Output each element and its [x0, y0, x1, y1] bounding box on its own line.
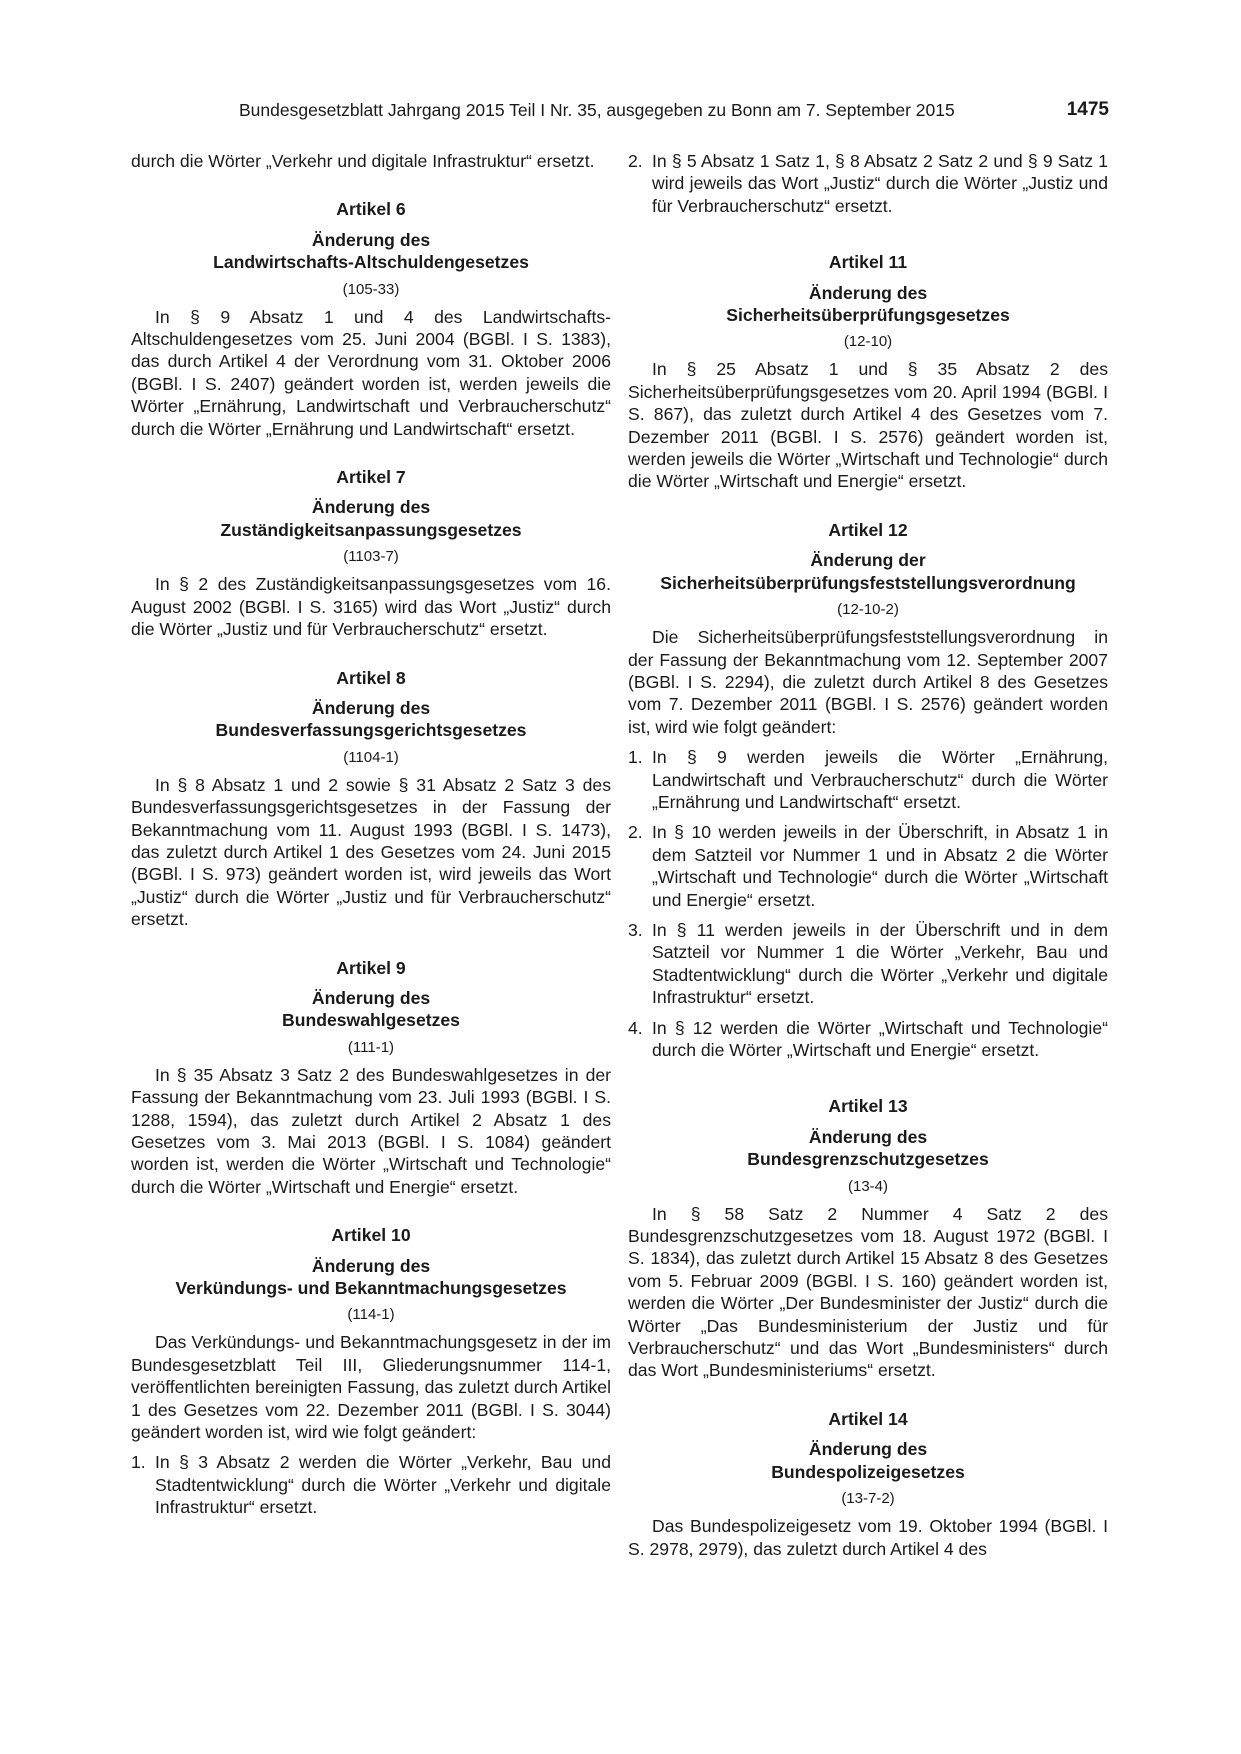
- list-item-text: In § 5 Absatz 1 Satz 1, § 8 Absatz 2 Satz 2 und § 9 Satz 1 wird jeweils das Wort „Justiz“ durch die Wörter „Justiz und für Verbraucherschutz“ ersetzt.: [652, 151, 1108, 216]
- article-number: Artikel 13: [828, 1096, 908, 1117]
- right-column: [628, 150, 1108, 1560]
- article-11-text: In § 25 Absatz 1 und § 35 Absatz 2 des Sicherheitsüberprüfungsgesetzes vom 20. April 1994 (BGBl. I S. 867), das zuletzt durch Artikel 4 des Gesetzes vom 7. Dezember 2011 (BGBl. I S. 2576) geändert worden ist, werden jeweils die Wörter „Wirtschaft und Technologie“ durch die Wörter „Wirtschaft und Energie“ ersetzt.: [628, 359, 1108, 492]
- article-title-line-2: Bundesgrenzschutzgesetzes: [747, 1149, 989, 1170]
- article-fna: (13-7-2): [841, 1490, 895, 1508]
- article-title-line-2: Sicherheitsüberprüfungsgesetzes: [726, 305, 1010, 326]
- article-10-heading: [131, 1224, 611, 1325]
- article-title-line-1: Änderung des: [311, 987, 431, 1008]
- article-6-heading: [131, 198, 611, 299]
- article-title-line-1: Änderung des: [808, 282, 928, 303]
- article-8-heading: [131, 667, 611, 768]
- article-14-heading: [628, 1408, 1108, 1509]
- article-title-line-2: Bundeswahlgesetzes: [282, 1010, 460, 1031]
- article-7-text: In § 2 des Zuständigkeitsanpassungsgesetzes vom 16. August 2002 (BGBl. I S. 3165) wird das Wort „Justiz“ durch die Wörter „Justiz und für Verbraucherschutz“ ersetzt.: [131, 574, 611, 640]
- article-number: Artikel 11: [828, 252, 908, 273]
- list-item-text: In § 3 Absatz 2 werden die Wörter „Verkehr, Bau und Stadtentwicklung“ durch die Wörter „Verkehr und digitale Infrastruktur“ ersetzt.: [155, 1452, 611, 1518]
- article-title-line-1: Änderung des: [808, 1126, 928, 1147]
- continuation-text: durch die Wörter „Verkehr und digitale Infrastruktur“ ersetzt.: [131, 151, 595, 171]
- article-title-line-2: Sicherheitsüberprüfungsfeststellungsverordnung: [660, 572, 1076, 593]
- article-fna: (105-33): [342, 280, 400, 298]
- page-number: 1475: [1066, 99, 1109, 120]
- article-number: Artikel 12: [828, 519, 908, 540]
- article-14-text: Das Bundespolizeigesetz vom 19. Oktober 1994 (BGBl. I S. 2978, 2979), das zuletzt durch Artikel 4 des: [628, 1516, 1108, 1559]
- article-title-line-1: Änderung des: [311, 229, 431, 250]
- article-fna: (1103-7): [343, 548, 399, 566]
- article-title-line-1: Änderung des: [311, 697, 431, 718]
- article-fna: (12-10-2): [837, 601, 899, 619]
- article-fna: (12-10): [843, 333, 893, 351]
- article-number: Artikel 6: [336, 199, 406, 220]
- list-item-number: 2.: [628, 151, 643, 171]
- list-item-number: 2.: [628, 822, 643, 843]
- article-6-text: In § 9 Absatz 1 und 4 des Landwirtschafts-Altschuldengesetzes vom 25. Juni 2004 (BGBl. I S. 1383), das durch Artikel 4 der Verordnung vom 31. Oktober 2006 (BGBl. I S. 2407) geändert worden ist, werden jeweils die Wörter „Ernährung, Landwirtschaft und Verbraucherschutz“ durch die Wörter „Ernährung und Landwirtschaft“ ersetzt.: [131, 306, 611, 439]
- list-item: [628, 150, 1108, 217]
- list-item: [628, 919, 1108, 1009]
- article-number: Artikel 14: [828, 1408, 908, 1429]
- list-item: [131, 1451, 611, 1518]
- article-title-line-2: Bundespolizeigesetzes: [771, 1461, 965, 1482]
- list-item-text: In § 12 werden die Wörter „Wirtschaft und Technologie“ durch die Wörter „Wirtschaft und Energie“ ersetzt.: [652, 1017, 1108, 1060]
- article-13-heading: [628, 1095, 1108, 1196]
- article-title-line-1: Änderung der: [810, 550, 926, 571]
- article-12-heading: [628, 519, 1108, 620]
- article-title-line-2: Bundesverfassungsgerichtsgesetzes: [215, 720, 527, 741]
- article-number: Artikel 9: [336, 957, 406, 978]
- article-title-line-2: Landwirtschafts-Altschuldengesetzes: [213, 252, 529, 273]
- article-7-heading: [131, 466, 611, 567]
- article-title-line-1: Änderung des: [311, 497, 431, 518]
- article-10-text: Das Verkündungs- und Bekanntmachungsgesetz in der im Bundesgesetzblatt Teil III, Gliederungsnummer 114-1, veröffentlichten bereinigten Fassung, das zuletzt durch Artikel 1 des Gesetzes vom 22. Dezember 2011 (BGBl. I S. 3044) geändert worden ist, wird wie folgt geändert:: [131, 1332, 611, 1443]
- article-title-line-1: Änderung des: [311, 1255, 431, 1276]
- list-item-number: 1.: [131, 1452, 146, 1473]
- article-8-text: In § 8 Absatz 1 und 2 sowie § 31 Absatz 2 Satz 3 des Bundesverfassungsgerichtsgesetzes in der Fassung der Bekanntmachung vom 11. August 1993 (BGBl. I S. 1473), das zuletzt durch Artikel 1 des Gesetzes vom 24. Juni 2015 (BGBl. I S. 973) geändert worden ist, wird jeweils das Wort „Justiz“ durch die Wörter „Justiz und für Verbraucherschutz“ ersetzt.: [131, 774, 611, 930]
- article-fna: (13-4): [847, 1177, 888, 1195]
- left-column: [131, 150, 611, 1527]
- list-item-text: In § 10 werden jeweils in der Überschrift, in Absatz 1 in dem Satzteil vor Nummer 1 und in Absatz 2 die Wörter „Wirtschaft und Technologie“ durch die Wörter „Wirtschaft und Energie“ ersetzt.: [652, 822, 1108, 910]
- article-number: Artikel 8: [336, 667, 406, 688]
- list-item-text: In § 11 werden jeweils in der Überschrift und in dem Satzteil vor Nummer 1 die Wörter „Verkehr, Bau und Stadtentwicklung“ durch die Wörter „Verkehr und digitale Infrastruktur“ ersetzt.: [652, 919, 1108, 1008]
- article-title-line-2: Verkündungs- und Bekanntmachungsgesetzes: [175, 1278, 567, 1299]
- article-number: Artikel 7: [336, 467, 406, 488]
- list-item-number: 4.: [628, 1017, 643, 1038]
- article-9-text: In § 35 Absatz 3 Satz 2 des Bundeswahlgesetzes in der Fassung der Bekanntmachung vom 23. Juli 1993 (BGBl. I S. 1288, 1594), das zuletzt durch Artikel 2 Absatz 1 des Gesetzes vom 3. Mai 2013 (BGBl. I S. 1084) geändert worden ist, werden die Wörter „Wirtschaft und Technologie“ durch die Wörter „Wirtschaft und Energie“ ersetzt.: [131, 1064, 611, 1197]
- article-10-list: [131, 1451, 611, 1518]
- page-header: [239, 98, 1109, 122]
- article-fna: (1104-1): [343, 748, 399, 766]
- article-12-text: Die Sicherheitsüberprüfungsfeststellungsverordnung in der Fassung der Bekanntmachung vom 12. September 2007 (BGBl. I S. 2294), die zuletzt durch Artikel 8 des Gesetzes vom 7. Dezember 2011 (BGBl. I S. 2576) geändert worden ist, wird wie folgt geändert:: [628, 627, 1108, 737]
- running-title: Bundesgesetzblatt Jahrgang 2015 Teil I Nr. 35, ausgegeben zu Bonn am 7. September 2015: [239, 100, 955, 120]
- article-fna: (114-1): [347, 1306, 395, 1324]
- list-item: [628, 821, 1108, 911]
- list-item-number: 3.: [628, 919, 643, 940]
- article-title-line-2: Zuständigkeitsanpassungsgesetzes: [220, 519, 522, 540]
- article-13-text: In § 58 Satz 2 Nummer 4 Satz 2 des Bundesgrenzschutzgesetzes vom 18. August 1972 (BGBl. I S. 1834), das zuletzt durch Artikel 15 Absatz 8 des Gesetzes vom 5. Februar 2009 (BGBl. I S. 160) geändert worden ist, werden die Wörter „Der Bundesminister der Justiz“ durch die Wörter „Das Bundesministerium der Justiz und für Verbraucherschutz“ und das Wort „Bundesministers“ durch das Wort „Bundesministeriums“ ersetzt.: [628, 1203, 1108, 1381]
- list-item: [628, 746, 1108, 813]
- article-12-list: [628, 746, 1108, 1061]
- article-10-list-continued: [628, 150, 1108, 217]
- article-title-line-1: Änderung des: [808, 1439, 928, 1460]
- article-fna: (111-1): [347, 1038, 395, 1056]
- list-item-text: In § 9 werden jeweils die Wörter „Ernährung, Landwirtschaft und Verbraucherschutz“ durch die Wörter „Ernährung und Landwirtschaft“ ersetzt.: [652, 747, 1108, 812]
- list-item-number: 1.: [628, 747, 643, 768]
- article-11-heading: [628, 251, 1108, 352]
- list-item: [628, 1017, 1108, 1062]
- article-number: Artikel 10: [331, 1225, 411, 1246]
- article-9-heading: [131, 957, 611, 1058]
